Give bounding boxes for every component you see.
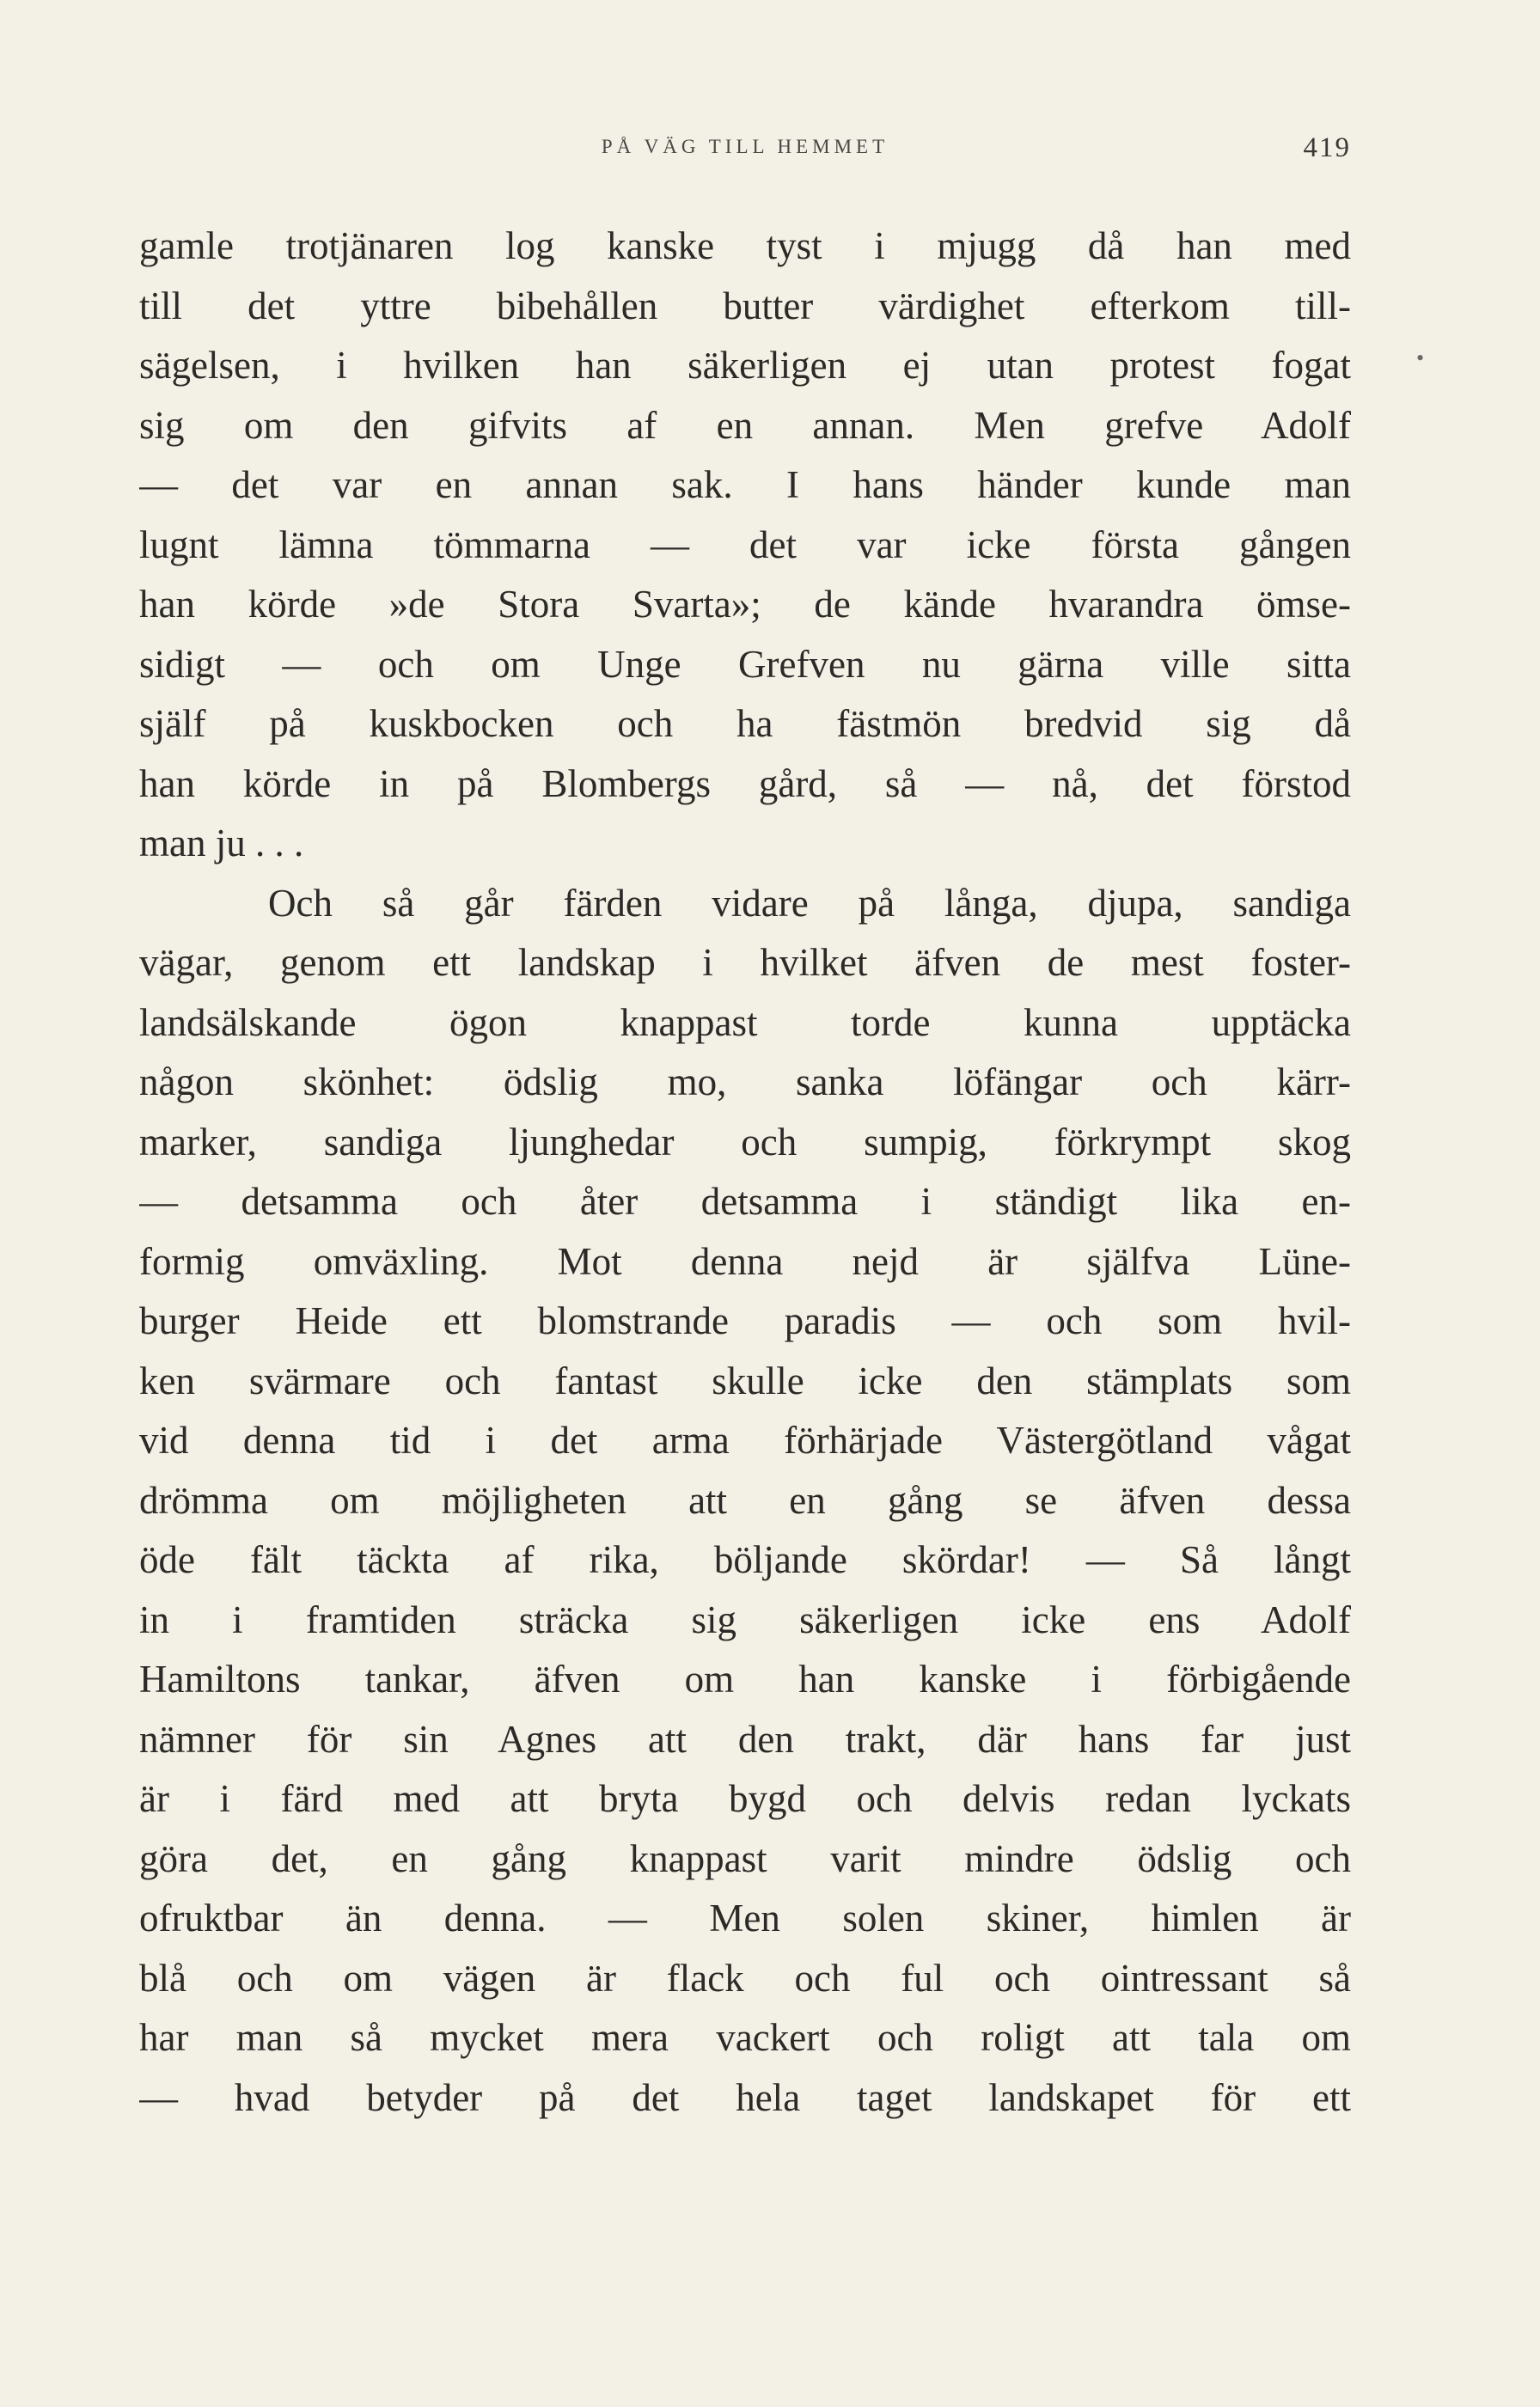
text-line: drömma om möjligheten att en gång se äfven dessa xyxy=(139,1478,1351,1522)
text-line: ken svärmare och fantast skulle icke den stämplats som xyxy=(139,1359,1351,1402)
running-head xyxy=(139,132,1351,170)
text-line: själf på kuskbocken och ha fästmön bredvid sig då xyxy=(139,702,1351,745)
text-line: burger Heide ett blomstrande paradis — och som hvil- xyxy=(139,1299,1351,1342)
text-line: in i framtiden sträcka sig säkerligen icke ens Adolf xyxy=(139,1598,1351,1641)
text-line: gamle trotjänaren log kanske tyst i mjugg då han med xyxy=(139,224,1351,267)
margin-mark: • xyxy=(1416,345,1425,370)
text-line: Och så går färden vidare på långa, djupa, sandiga xyxy=(268,881,1351,925)
text-line: har man så mycket mera vackert och roligt att tala om xyxy=(139,2016,1351,2059)
text-line: formig omväxling. Mot denna nejd är själfva Lüne- xyxy=(139,1239,1351,1283)
text-line: är i färd med att bryta bygd och delvis redan lyckats xyxy=(139,1777,1351,1820)
text-line: han körde »de Stora Svarta»; de kände hvarandra ömse- xyxy=(139,583,1351,626)
text-line: öde fält täckta af rika, böljande skördar! — Så långt xyxy=(139,1538,1351,1581)
text-line: till det yttre bibehållen butter värdighet efterkom till- xyxy=(139,284,1351,327)
text-line: — detsamma och åter detsamma i ständigt lika en- xyxy=(139,1180,1351,1223)
text-line: blå och om vägen är flack och ful och ointressant så xyxy=(139,1956,1351,2000)
text-line: sidigt — och om Unge Grefven nu gärna ville sitta xyxy=(139,642,1351,686)
body-text xyxy=(139,217,1351,2128)
text-line: — det var en annan sak. I hans händer kunde man xyxy=(139,463,1351,506)
text-line: marker, sandiga ljunghedar och sumpig, förkrympt skog xyxy=(139,1120,1351,1164)
text-line: man ju . . . xyxy=(139,822,304,864)
running-title: PÅ VÄG TILL HEMMET xyxy=(601,136,889,157)
text-line: lugnt lämna tömmarna — det var icke första gången xyxy=(139,522,1351,566)
text-line: sägelsen, i hvilken han säkerligen ej utan protest fogat xyxy=(139,344,1351,387)
text-line: nämner för sin Agnes att den trakt, där hans far just xyxy=(139,1717,1351,1761)
text-line: sig om den gifvits af en annan. Men grefve Adolf xyxy=(139,403,1351,447)
text-line: göra det, en gång knappast varit mindre ödslig och xyxy=(139,1836,1351,1880)
text-line: han körde in på Blombergs gård, så — nå, det förstod xyxy=(139,761,1351,805)
text-line: Hamiltons tankar, äfven om han kanske i förbigående xyxy=(139,1658,1351,1701)
text-line: ofruktbar än denna. — Men solen skiner, himlen är xyxy=(139,1897,1351,1940)
text-line: — hvad betyder på det hela taget landskapet för ett xyxy=(139,2075,1351,2119)
text-line: landsälskande ögon knappast torde kunna upptäcka xyxy=(139,1000,1351,1044)
text-line: vägar, genom ett landskap i hvilket äfven de mest foster- xyxy=(139,941,1351,984)
text-line: vid denna tid i det arma förhärjade Västergötland vågat xyxy=(139,1419,1351,1462)
text-line: någon skönhet: ödslig mo, sanka löfängar och kärr- xyxy=(139,1060,1351,1103)
page-number: 419 xyxy=(1303,132,1351,163)
